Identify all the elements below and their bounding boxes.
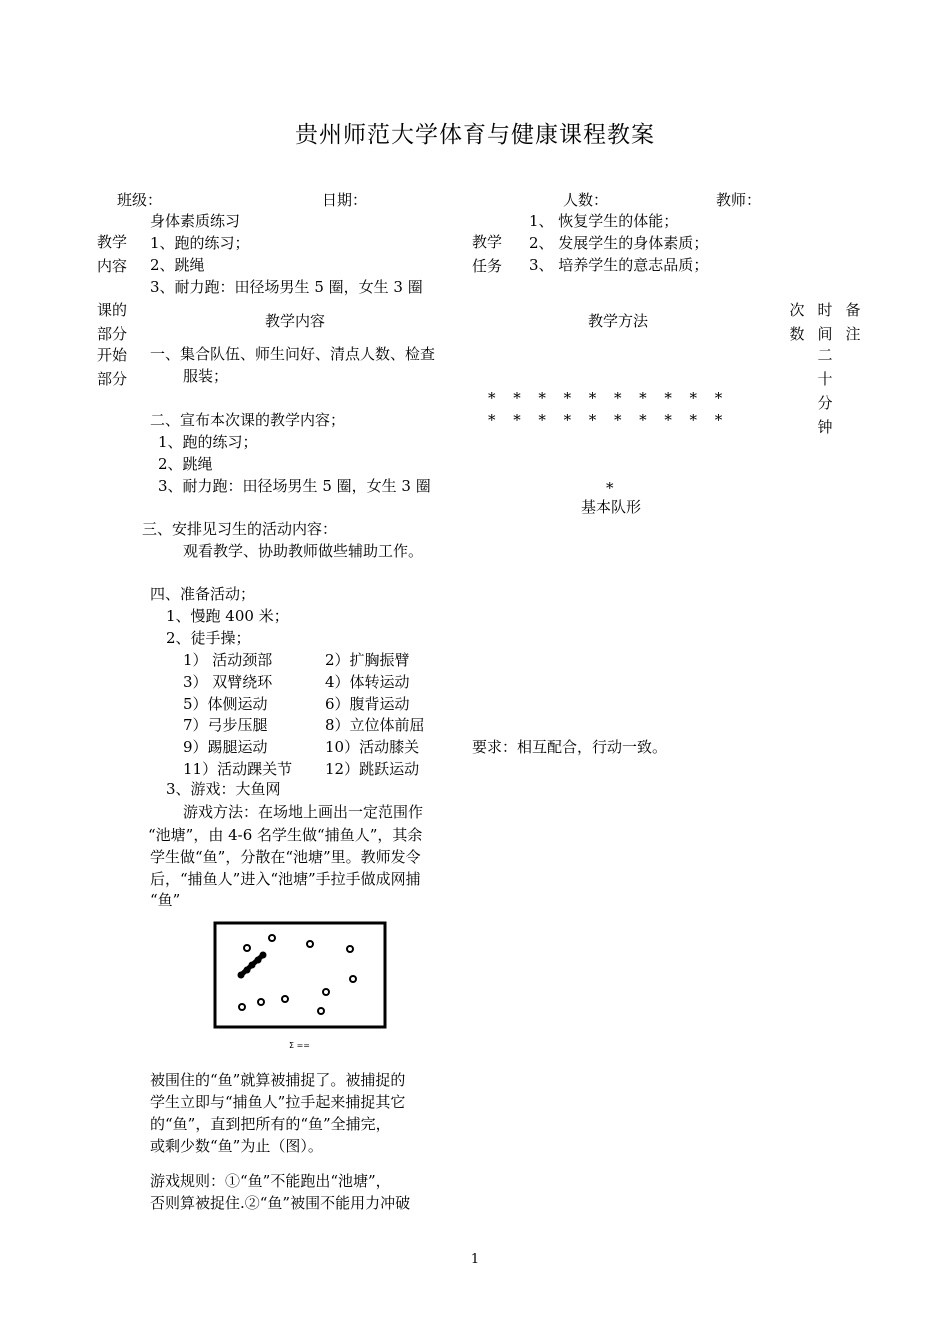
teacher-label: 教师：	[716, 191, 762, 209]
count-label: 人数：	[563, 191, 609, 209]
fig-caption: Σ ==	[289, 1041, 311, 1050]
formation-row-2	[488, 411, 740, 429]
body-line: 1、跑的练习；	[158, 433, 258, 451]
exercise-item: 7）弓步压腿	[183, 716, 268, 734]
body-line: 三、安排见习生的活动内容：	[142, 520, 338, 538]
content-line-4: 3、耐力跑：田径场男生 5 圈，女生 3 圈	[150, 278, 423, 296]
body-line: “鱼”	[150, 891, 181, 909]
body-line: 观看教学、协助教师做些辅助工作。	[183, 542, 424, 560]
body-line: 否则算被捉住.②“鱼”被围不能用力冲破	[150, 1194, 411, 1212]
exercise-item: 8）立位体前屈	[325, 716, 425, 734]
times-header: 次数	[789, 301, 805, 343]
student-star: *	[689, 389, 697, 407]
page-title: 贵州师范大学体育与健康课程教案	[295, 122, 655, 148]
student-star: *	[588, 411, 597, 429]
body-line: 2、徒手操；	[166, 629, 251, 647]
student-star: *	[613, 389, 622, 407]
exercise-item: 4）体转运动	[325, 673, 410, 691]
content-line-3: 2、跳绳	[150, 256, 205, 274]
teacher-star: *	[606, 479, 614, 497]
exercise-item: 11）活动踝关节	[183, 760, 293, 778]
student-star: *	[664, 389, 672, 407]
student-star: *	[613, 411, 622, 429]
student-star: *	[488, 389, 496, 407]
student-star: *	[563, 389, 572, 407]
body-line: 学生立即与“捕鱼人”拉手起来捕捉其它	[150, 1093, 406, 1111]
duration: 二十分钟	[817, 346, 833, 436]
body-line: 游戏方法：在场地上画出一定范围作	[183, 803, 424, 821]
body-line: 3、游戏：大鱼网	[166, 780, 281, 798]
date-label: 日期：	[322, 191, 368, 209]
time-header: 时间	[817, 301, 833, 343]
page-number: 1	[470, 1252, 480, 1267]
student-star: *	[488, 411, 496, 429]
exercise-item: 3） 双臂绕环	[183, 673, 273, 691]
fisherman-net	[238, 952, 267, 979]
body-line: “池塘”，由 4-6 名学生做“捕鱼人”，其余	[148, 826, 423, 844]
formation-label: 基本队形	[581, 498, 642, 516]
fish-markers	[239, 935, 356, 1014]
content-section-label: 教学内容	[97, 233, 128, 275]
body-line: 后，“捕鱼人”进入“池塘”手拉手做成网捕	[150, 870, 421, 888]
student-star: *	[714, 389, 723, 407]
task-section-label: 教学任务	[472, 233, 503, 275]
body-line: 一、集合队伍、师生问好、清点人数、检查	[150, 345, 436, 363]
body-line: 被围住的“鱼”就算被捕捉了。被捕捉的	[150, 1071, 406, 1089]
student-star: *	[588, 389, 597, 407]
exercise-item: 12）跳跃运动	[325, 760, 420, 778]
exercise-item: 5）体侧运动	[183, 695, 268, 713]
content-line-1: 身体素质练习	[150, 212, 241, 230]
student-star: *	[689, 411, 697, 429]
body-line: 学生做“鱼”，分散在“池塘”里。教师发令	[150, 848, 421, 866]
game-diagram	[211, 915, 392, 1055]
body-line: 3、耐力跑：田径场男生 5 圈，女生 3 圈	[158, 477, 431, 495]
student-star: *	[538, 411, 546, 429]
body-line: 二、宣布本次课的教学内容；	[150, 411, 346, 429]
exercise-item: 10）活动膝关	[325, 738, 420, 756]
exercise-item: 6）腹背运动	[325, 695, 410, 713]
task-line-3: 3、 培养学生的意志品质；	[529, 256, 709, 274]
body-line: 2、跳绳	[158, 455, 213, 473]
exercise-item: 9）踢腿运动	[183, 738, 268, 756]
student-star: *	[513, 389, 521, 407]
class-label: 班级：	[117, 191, 163, 209]
content-header: 教学内容	[265, 312, 326, 330]
body-line: 四、准备活动；	[150, 585, 256, 603]
exercise-item: 2）扩胸振臂	[325, 651, 410, 669]
body-line: 游戏规则：①“鱼”不能跑出“池塘”，	[150, 1172, 391, 1190]
body-line: 1、慢跑 400 米；	[166, 607, 289, 625]
task-line-2: 2、 发展学生的身体素质；	[529, 234, 709, 252]
student-star: *	[714, 411, 723, 429]
note-header: 备注	[845, 301, 861, 343]
task-line-1: 1、 恢复学生的体能；	[529, 212, 679, 230]
body-line: 的“鱼”，直到把所有的“鱼”全捕完，	[150, 1115, 391, 1133]
student-star: *	[563, 411, 572, 429]
student-star: *	[538, 389, 546, 407]
student-star: *	[513, 411, 521, 429]
formation-row-1	[488, 389, 740, 407]
body-line: 服装；	[183, 367, 229, 385]
method-requirement: 要求：相互配合，行动一致。	[472, 738, 668, 756]
student-star: *	[639, 389, 647, 407]
part-header: 课的部分	[97, 301, 128, 343]
student-star: *	[639, 411, 647, 429]
student-star: *	[664, 411, 672, 429]
exercise-item: 1） 活动颈部	[183, 651, 273, 669]
method-header: 教学方法	[588, 312, 649, 330]
body-line: 或剩少数“鱼”为止（图）。	[150, 1137, 323, 1155]
part-name: 开始部分	[97, 346, 128, 388]
content-line-2: 1、跑的练习；	[150, 234, 250, 252]
